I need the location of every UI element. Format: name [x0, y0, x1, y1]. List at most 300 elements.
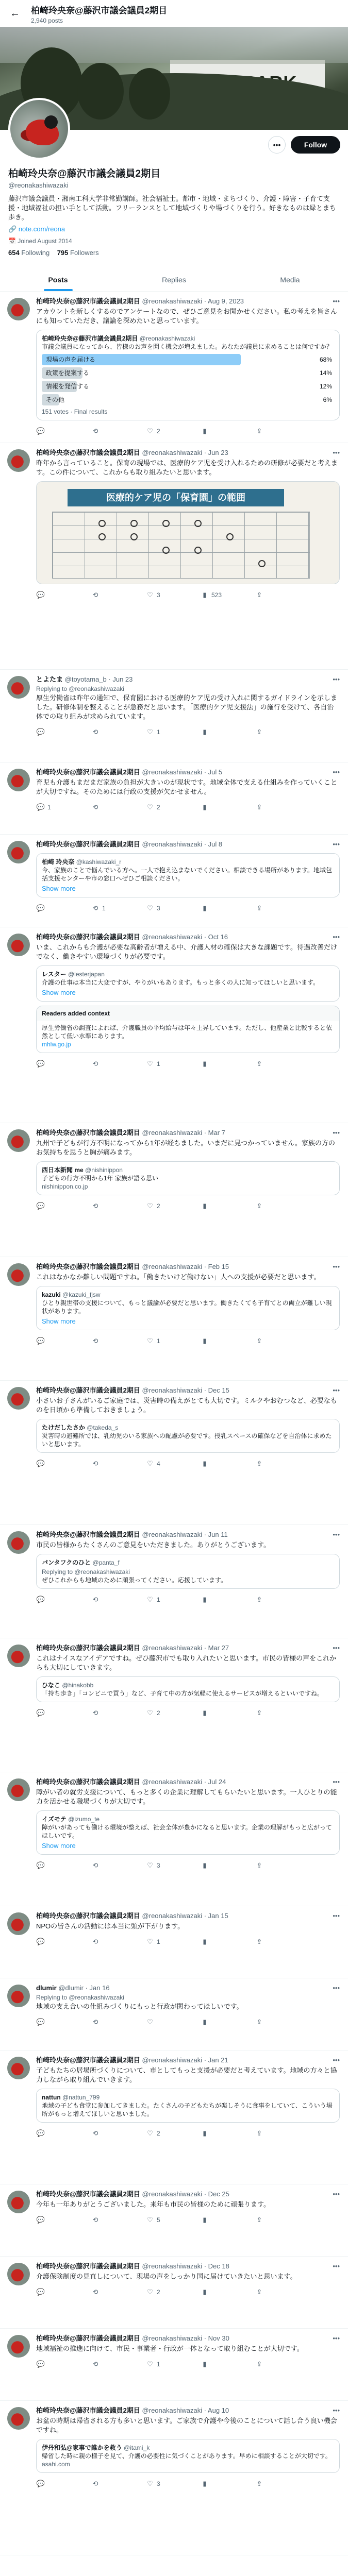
show-more-link[interactable]: Show more — [42, 989, 76, 996]
reply-button[interactable] — [36, 427, 91, 435]
share-button[interactable] — [255, 1460, 275, 1468]
share-icon: ⇪ — [256, 1060, 262, 1067]
reply-button[interactable] — [36, 1709, 91, 1717]
chart-icon: ▮ — [203, 2480, 207, 2487]
reply-icon: 💬 — [36, 2216, 45, 2224]
following-stat[interactable] — [8, 249, 49, 257]
views-button[interactable] — [200, 2129, 255, 2138]
tweet-text: 厚生労働省は昨年の通知で、保育園における医療的ケア児の受け入れに関するガイドラインを示しました。研修体制を整えることが急務だと思います。「医療的ケア児支援法」の施行を受けて、各自治体での取り組みが求められています。 — [36, 694, 337, 720]
views-button[interactable] — [200, 591, 255, 599]
retweet-button[interactable] — [91, 1460, 145, 1468]
more-icon[interactable]: ••• — [333, 2334, 340, 2342]
like-button[interactable] — [145, 2018, 200, 2026]
tweet-time[interactable]: Dec 25 — [208, 2190, 229, 2198]
tweet-author-name[interactable]: 柏崎玲央奈@藤沢市議会議員2期目 — [36, 2190, 140, 2198]
share-button[interactable] — [255, 2216, 275, 2224]
tweet-author-handle[interactable]: @reonakashiwazaki — [142, 2406, 203, 2414]
more-icon[interactable]: ••• — [333, 1912, 340, 1920]
tweet-time[interactable]: Jul 8 — [208, 840, 223, 848]
more-icon[interactable]: ••• — [333, 2056, 340, 2064]
show-more-link[interactable]: Show more — [42, 1317, 76, 1325]
reply-button[interactable] — [36, 2480, 91, 2488]
retweet-button[interactable] — [91, 1202, 145, 1210]
like-button[interactable] — [145, 1202, 200, 1210]
quoted-tweet-text: ぜひこれからも地域のために頑張ってください。応援しています。 — [42, 1577, 227, 1584]
tweet-author-handle[interactable]: @reonakashiwazaki — [142, 1778, 203, 1786]
views-button[interactable] — [200, 1460, 255, 1468]
retweet-button[interactable] — [91, 1337, 145, 1345]
tweet[interactable] — [0, 1772, 348, 1906]
tweet-author-name[interactable]: 柏崎玲央奈@藤沢市議会議員2期目 — [36, 2056, 140, 2064]
tweet-author-handle[interactable]: @reonakashiwazaki — [142, 1263, 203, 1270]
like-button[interactable] — [145, 1060, 200, 1068]
poll-option-value: 14% — [319, 369, 332, 377]
share-button[interactable] — [255, 591, 275, 599]
tweet[interactable] — [0, 443, 348, 670]
tweet-author-name[interactable]: とよたま — [36, 675, 63, 683]
like-count: 2 — [157, 1709, 160, 1717]
tweet-author-handle[interactable]: @reonakashiwazaki — [142, 2056, 203, 2064]
retweet-button[interactable] — [91, 904, 145, 912]
like-button[interactable] — [145, 1938, 200, 1946]
share-button[interactable] — [255, 728, 275, 736]
tweet-avatar[interactable] — [7, 1129, 30, 1152]
tweet-author-name[interactable]: 柏崎玲央奈@藤沢市議会議員2期目 — [36, 840, 140, 848]
tweet-author-handle[interactable]: @dlumir — [58, 1984, 84, 1992]
tweet-author-handle[interactable]: @reonakashiwazaki — [142, 297, 203, 305]
views-button[interactable] — [200, 1202, 255, 1210]
chart-icon: ▮ — [203, 2018, 207, 2026]
reply-button[interactable] — [36, 1460, 91, 1468]
poll-option-label: その他 — [46, 396, 65, 403]
views-button[interactable] — [200, 728, 255, 736]
tweet[interactable] — [0, 2329, 348, 2401]
profile-link-text[interactable]: note.com/reona — [18, 225, 65, 233]
tweet-avatar[interactable] — [7, 1531, 30, 1554]
more-icon[interactable]: ••• — [333, 1644, 340, 1652]
more-icon[interactable]: ••• — [333, 1263, 340, 1270]
tweet-time[interactable]: Dec 18 — [208, 2262, 229, 2270]
views-button[interactable] — [200, 1337, 255, 1345]
like-button[interactable] — [145, 427, 200, 435]
tweet-avatar[interactable] — [7, 1912, 30, 1935]
more-icon[interactable]: ••• — [333, 1129, 340, 1137]
retweet-button[interactable] — [91, 1709, 145, 1717]
like-button[interactable] — [145, 2129, 200, 2138]
reply-button[interactable] — [36, 1861, 91, 1870]
show-more-link[interactable]: Show more — [42, 885, 76, 892]
retweet-button[interactable] — [91, 2018, 145, 2026]
retweet-button[interactable] — [91, 2288, 145, 2296]
like-button[interactable] — [145, 591, 200, 599]
tweet-header — [36, 448, 340, 457]
heart-icon: ♡ — [147, 904, 153, 912]
quoted-tweet-header — [42, 334, 334, 343]
poll-meta: 151 votes · Final results — [42, 408, 108, 415]
tweet-author-handle[interactable]: @reonakashiwazaki — [142, 933, 203, 941]
quoted-link[interactable]: nishinippon.co.jp — [42, 1183, 88, 1190]
tweet-header — [36, 2190, 340, 2199]
tweet-actions — [36, 901, 340, 916]
tweet-time[interactable]: Mar 7 — [208, 1129, 225, 1137]
quoted-tweet[interactable] — [36, 1554, 340, 1589]
tweet[interactable] — [0, 2401, 348, 2555]
tweet-time[interactable]: Oct 16 — [208, 933, 228, 941]
tweet-separator: · — [202, 1778, 208, 1786]
quoted-author-handle: @panta_f — [92, 1559, 120, 1566]
like-button[interactable] — [145, 1596, 200, 1604]
tweet-avatar[interactable] — [7, 2335, 30, 2358]
retweet-button[interactable] — [91, 803, 145, 811]
like-button[interactable] — [145, 2288, 200, 2296]
heart-icon: ♡ — [147, 2129, 153, 2137]
tweet-author-handle[interactable]: @reonakashiwazaki — [142, 1129, 203, 1137]
share-button[interactable] — [255, 2018, 275, 2026]
tweet-time[interactable]: Jul 5 — [208, 768, 223, 776]
like-button[interactable] — [145, 2480, 200, 2488]
tweet-avatar[interactable] — [7, 2191, 30, 2213]
tweet[interactable] — [0, 1638, 348, 1772]
tweet-author-name[interactable]: 柏崎玲央奈@藤沢市議会議員2期目 — [36, 449, 140, 456]
tab-posts[interactable]: Posts — [0, 268, 116, 291]
share-icon: ⇪ — [256, 803, 262, 811]
reply-icon: 💬 — [36, 1460, 45, 1467]
tweet-author-handle[interactable]: @reonakashiwazaki — [142, 840, 203, 848]
tweet-avatar[interactable] — [7, 934, 30, 956]
share-icon: ⇪ — [256, 2480, 262, 2487]
tweet-avatar[interactable] — [7, 1645, 30, 1667]
retweet-button[interactable] — [91, 2360, 145, 2368]
community-notes-body — [37, 1021, 339, 1053]
views-button[interactable] — [200, 803, 255, 811]
reply-button[interactable] — [36, 2360, 91, 2368]
reply-button[interactable] — [36, 591, 91, 599]
retweet-button[interactable] — [91, 2129, 145, 2138]
more-icon[interactable]: ••• — [333, 2262, 340, 2270]
community-notes-text: 厚生労働省の調査によれば、介護職員の平均給与は年々上昇しています。ただし、他産業と比較すると依然として低い水準にあります。 — [42, 1024, 333, 1040]
like-button[interactable] — [145, 1460, 200, 1468]
tweet[interactable] — [0, 2050, 348, 2184]
heart-icon: ♡ — [147, 427, 153, 435]
share-button[interactable] — [255, 1938, 275, 1946]
tweet-author-handle[interactable]: @reonakashiwazaki — [142, 1531, 203, 1538]
community-notes-link[interactable]: mhlw.go.jp — [42, 1041, 71, 1048]
share-button[interactable] — [255, 1202, 275, 1210]
tweet[interactable] — [0, 1525, 348, 1638]
tweet-author-name[interactable]: 柏崎玲央奈@藤沢市議会議員2期目 — [36, 2406, 140, 2414]
tweet-separator: · — [202, 1263, 208, 1270]
quoted-tweet[interactable] — [36, 1161, 340, 1195]
reply-button[interactable] — [36, 728, 91, 736]
tweet-avatar[interactable] — [7, 841, 30, 863]
reply-button[interactable] — [36, 904, 91, 912]
reply-button[interactable] — [36, 1060, 91, 1068]
like-button[interactable] — [145, 2216, 200, 2224]
tweet-avatar[interactable] — [7, 1778, 30, 1801]
more-icon[interactable]: ••• — [333, 297, 340, 305]
tweet-author-name[interactable]: 柏崎玲央奈@藤沢市議会議員2期目 — [36, 2334, 140, 2342]
tweet-time[interactable]: Aug 9, 2023 — [207, 297, 244, 305]
tweet-time[interactable]: Jan 15 — [208, 1912, 228, 1920]
back-button[interactable] — [6, 5, 24, 22]
views-button[interactable] — [200, 1060, 255, 1068]
tweet-time[interactable]: Jul 24 — [208, 1778, 226, 1786]
like-button[interactable] — [145, 1337, 200, 1345]
quoted-tweet[interactable] — [36, 2439, 340, 2473]
tweet-actions — [36, 1934, 340, 1950]
quoted-tweet[interactable] — [36, 330, 340, 420]
tweet[interactable] — [0, 835, 348, 927]
tweet-avatar[interactable] — [7, 769, 30, 791]
tweet-author-handle[interactable]: @reonakashiwazaki — [142, 2262, 203, 2270]
reply-button[interactable] — [36, 1202, 91, 1210]
tweet-author-handle[interactable]: @reonakashiwazaki — [142, 449, 203, 456]
tweet-avatar[interactable] — [7, 2407, 30, 2430]
retweet-button[interactable] — [91, 2216, 145, 2224]
calendar-icon: 📅 — [8, 238, 18, 245]
more-icon[interactable]: ••• — [333, 840, 340, 848]
tweet-text: いま、これからも介護が必要な高齢者が増える中、介護人材の確保は大きな課題です。待遇改善だけでなく、働きやすい環境づくりが必要です。 — [36, 943, 337, 960]
more-icon[interactable]: ••• — [333, 1386, 340, 1394]
retweet-button[interactable] — [91, 728, 145, 736]
tweet-time[interactable]: Feb 15 — [208, 1263, 229, 1270]
reply-button[interactable] — [36, 1596, 91, 1604]
tab-replies[interactable]: Replies — [162, 276, 186, 284]
tweet[interactable] — [0, 2184, 348, 2257]
profile-more-button[interactable] — [268, 136, 286, 154]
views-button[interactable] — [200, 2360, 255, 2368]
tweet-author-handle[interactable]: @reonakashiwazaki — [142, 2334, 203, 2342]
tweet-avatar[interactable] — [7, 676, 30, 699]
tweet-author-handle[interactable]: @toyotama_b — [64, 675, 107, 683]
share-button[interactable] — [255, 2360, 275, 2368]
like-button[interactable] — [145, 1709, 200, 1717]
share-button[interactable] — [255, 2480, 275, 2488]
quoted-tweet[interactable] — [36, 1810, 340, 1855]
more-icon[interactable]: ••• — [333, 2406, 340, 2414]
reply-button[interactable] — [36, 2129, 91, 2138]
tweet[interactable] — [0, 1978, 348, 2050]
tweet-author-handle[interactable]: @reonakashiwazaki — [142, 1386, 203, 1394]
tweet-author-name[interactable]: 柏崎玲央奈@藤沢市議会議員2期目 — [36, 1129, 140, 1137]
tweet-author-name[interactable]: 柏崎玲央奈@藤沢市議会議員2期目 — [36, 1386, 140, 1394]
quoted-author-handle: @itami_k — [124, 2444, 150, 2451]
like-count: 4 — [157, 1460, 160, 1467]
share-button[interactable] — [255, 1709, 275, 1717]
tweet[interactable] — [0, 670, 348, 762]
tweet-time[interactable]: Jun 23 — [208, 449, 228, 456]
tweet-author-name[interactable]: 柏崎玲央奈@藤沢市議会議員2期目 — [36, 1263, 140, 1270]
reply-button[interactable] — [36, 2288, 91, 2296]
reply-button[interactable] — [36, 2216, 91, 2224]
share-button[interactable] — [255, 2288, 275, 2296]
views-button[interactable] — [200, 427, 255, 435]
like-button[interactable] — [145, 803, 200, 811]
tweet-time[interactable]: Mar 27 — [208, 1644, 229, 1652]
chart-icon: ▮ — [203, 427, 207, 435]
quoted-tweet[interactable] — [36, 853, 340, 897]
tweet-author-handle[interactable]: @reonakashiwazaki — [142, 2190, 203, 2198]
like-count: 5 — [157, 2216, 160, 2224]
tweet-time[interactable]: Jun 11 — [208, 1531, 228, 1538]
tweet-author-name[interactable]: dlumir — [36, 1984, 57, 1992]
tweet-author-name[interactable]: 柏崎玲央奈@藤沢市議会議員2期目 — [36, 1531, 140, 1538]
tweet-image[interactable] — [36, 481, 340, 584]
tweet[interactable] — [0, 1257, 348, 1381]
like-count: 1 — [157, 1938, 160, 1945]
retweet-button[interactable] — [91, 1060, 145, 1068]
doc-image-table — [52, 512, 310, 579]
share-icon: ⇪ — [256, 2216, 262, 2224]
tweet-avatar[interactable] — [7, 298, 30, 320]
tweet-header — [36, 1262, 340, 1272]
tweet-actions — [36, 2126, 340, 2141]
tweet-author-name[interactable]: 柏崎玲央奈@藤沢市議会議員2期目 — [36, 2262, 140, 2270]
tweet-time[interactable]: Jun 23 — [112, 675, 133, 683]
views-button[interactable] — [200, 904, 255, 912]
tab-media[interactable]: Media — [280, 276, 300, 284]
more-icon[interactable]: ••• — [333, 933, 340, 941]
share-button[interactable] — [255, 1060, 275, 1068]
more-icon[interactable]: ••• — [333, 768, 340, 776]
follow-button[interactable]: Follow — [291, 136, 340, 154]
like-button[interactable] — [145, 728, 200, 736]
share-button[interactable] — [255, 2129, 275, 2138]
tweet-author-name[interactable]: 柏崎玲央奈@藤沢市議会議員2期目 — [36, 1644, 140, 1652]
more-icon[interactable]: ••• — [333, 1531, 340, 1538]
retweet-button[interactable] — [91, 1596, 145, 1604]
tweet[interactable] — [0, 1123, 348, 1257]
quoted-tweet[interactable] — [36, 1676, 340, 1702]
retweet-button[interactable] — [91, 427, 145, 435]
retweet-button[interactable] — [91, 2480, 145, 2488]
quoted-tweet-header — [42, 1423, 334, 1432]
show-more-link[interactable]: Show more — [42, 1842, 76, 1850]
tweet-avatar[interactable] — [7, 2057, 30, 2079]
profile-avatar[interactable] — [8, 98, 70, 160]
reply-icon: 💬 — [36, 1938, 45, 1945]
quoted-author-name: 西日本新聞 me — [42, 1166, 84, 1174]
share-button[interactable] — [255, 803, 275, 811]
more-icon[interactable]: ••• — [333, 1984, 340, 1992]
reply-button[interactable] — [36, 803, 91, 811]
like-button[interactable] — [145, 2360, 200, 2368]
retweet-icon: ⟲ — [92, 1861, 98, 1869]
more-icon[interactable]: ••• — [333, 449, 340, 456]
reply-button[interactable] — [36, 2018, 91, 2026]
quoted-tweet[interactable] — [36, 1286, 340, 1330]
tweet-time[interactable]: Nov 30 — [208, 2334, 229, 2342]
views-button[interactable] — [200, 2480, 255, 2488]
retweet-button[interactable] — [91, 1938, 145, 1946]
tweet-avatar[interactable] — [7, 2263, 30, 2285]
like-button[interactable] — [145, 904, 200, 912]
profile-link[interactable] — [8, 225, 340, 233]
retweet-button[interactable] — [91, 591, 145, 599]
retweet-icon: ⟲ — [92, 2360, 98, 2368]
quoted-tweet[interactable] — [36, 1419, 340, 1453]
retweet-button[interactable] — [91, 1861, 145, 1870]
heart-icon: ♡ — [147, 2018, 153, 2026]
profile-header-bar — [0, 0, 348, 27]
chart-icon: ▮ — [203, 591, 207, 599]
share-button[interactable] — [255, 1337, 275, 1345]
tweet[interactable] — [0, 1381, 348, 1525]
quoted-author-handle: @takeda_s — [87, 1424, 119, 1431]
tweet-avatar[interactable] — [7, 1263, 30, 1286]
like-button[interactable] — [145, 1861, 200, 1870]
quoted-tweet[interactable] — [36, 965, 340, 1002]
tweet-author-name[interactable]: 柏崎玲央奈@藤沢市議会議員2期目 — [36, 1778, 140, 1786]
tweet-text: これはなかなか難しい問題ですね。「働きたいけど働けない」人への支援が必要だと思います。 — [36, 1273, 321, 1281]
reply-button[interactable] — [36, 1337, 91, 1345]
reply-icon: 💬 — [36, 1709, 45, 1717]
tweet-author-name[interactable]: 柏崎玲央奈@藤沢市議会議員2期目 — [36, 768, 140, 776]
tweet-avatar[interactable] — [7, 1985, 30, 2007]
like-count: 3 — [157, 2480, 160, 2487]
quoted-author-name: 柏崎玲央奈@藤沢市議会議員2期目 — [42, 335, 138, 342]
tweet-avatar[interactable] — [7, 449, 30, 472]
tweet-text: これはナイスなアイデアですね。ぜひ藤沢市でも取り入れたいと思います。市民の皆様の声をこれからも大切にしていきます。 — [36, 1654, 337, 1671]
tweet-reply-context: Replying to @reonakashiwazaki — [36, 1994, 124, 2001]
tweet-time[interactable]: Aug 10 — [207, 2406, 229, 2414]
tweet-time[interactable]: Jan 16 — [89, 1984, 110, 1992]
tweet-author-handle[interactable]: @reonakashiwazaki — [142, 1644, 203, 1652]
tweet-author-handle[interactable]: @reonakashiwazaki — [142, 1912, 203, 1920]
tweet[interactable] — [0, 1906, 348, 1978]
tweet-author-name[interactable]: 柏崎玲央奈@藤沢市議会議員2期目 — [36, 933, 140, 941]
tweet-author-name[interactable]: 柏崎玲央奈@藤沢市議会議員2期目 — [36, 1912, 140, 1920]
share-button[interactable] — [255, 904, 275, 912]
tweet-actions — [36, 423, 340, 439]
tweet-author-handle[interactable]: @reonakashiwazaki — [142, 768, 203, 776]
tweet[interactable] — [0, 292, 348, 443]
tweet-time[interactable]: Dec 15 — [208, 1386, 229, 1394]
profile-bio: 藤沢市議会議員・湘南工科大学非常勤講師。社会福祉士。都市・地域・まちづくり、介護・障害・子育て支援・地域福祉の担い手として活動。フリーランスとして地域づくりや場づくりを行う。好きなものは緑とまち歩き。 — [8, 195, 337, 221]
views-button[interactable] — [200, 1938, 255, 1946]
tweet[interactable] — [0, 2257, 348, 2329]
followers-stat[interactable] — [57, 249, 99, 257]
views-button[interactable] — [200, 1861, 255, 1870]
views-button[interactable] — [200, 2018, 255, 2026]
share-button[interactable] — [255, 427, 275, 435]
tweet-actions — [36, 1858, 340, 1873]
more-icon[interactable]: ••• — [333, 1778, 340, 1786]
tweet-header — [36, 297, 340, 306]
views-button[interactable] — [200, 1709, 255, 1717]
tweet-avatar[interactable] — [7, 1387, 30, 1410]
views-button[interactable] — [200, 2216, 255, 2224]
more-icon[interactable]: ••• — [333, 675, 340, 683]
share-button[interactable] — [255, 1861, 275, 1870]
tweet-author-name[interactable]: 柏崎玲央奈@藤沢市議会議員2期目 — [36, 297, 140, 305]
tweet[interactable] — [0, 762, 348, 835]
tweet[interactable] — [0, 927, 348, 1123]
tweet-text: 地域の支え合いの仕組みづくりにもっと行政が関わってほしいです。 — [36, 2003, 243, 2010]
more-icon[interactable]: ••• — [333, 2190, 340, 2198]
quoted-tweet-text: 「持ち歩き」「コンビニで買う」など、子育て中の方が気軽に使えるサービスが増えるといいですね。 — [42, 1690, 324, 1697]
quoted-tweet[interactable] — [36, 2089, 340, 2123]
views-button[interactable] — [200, 1596, 255, 1604]
reply-button[interactable] — [36, 1938, 91, 1946]
tweet-actions — [36, 587, 340, 603]
views-button[interactable] — [200, 2288, 255, 2296]
like-count: 3 — [157, 1862, 160, 1869]
quoted-link[interactable]: asahi.com — [42, 2461, 70, 2468]
share-button[interactable] — [255, 1596, 275, 1604]
tweet-time[interactable]: Jan 21 — [208, 2056, 228, 2064]
poll-option-value: 68% — [319, 356, 332, 363]
